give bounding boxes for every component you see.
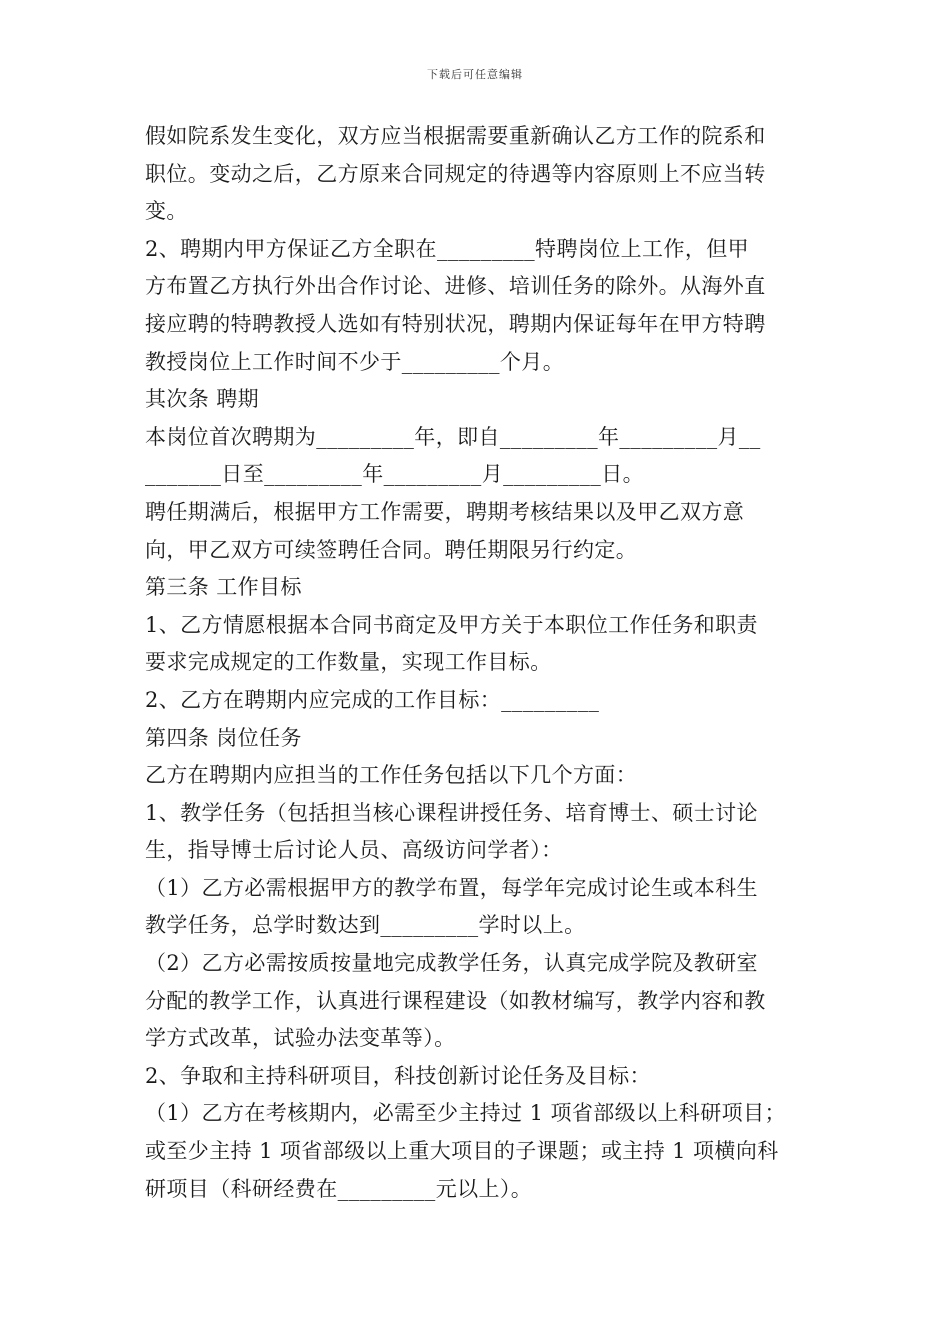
text-line: 向，甲乙双方可续签聘任合同。聘任期限另行约定。 xyxy=(145,537,638,562)
text-line: 研项目（科研经费在_________元以上）。 xyxy=(145,1176,533,1201)
section-heading: 其次条 聘期 xyxy=(145,387,260,412)
text-line: 分配的教学工作，认真进行课程建设（如教材编写，教学内容和教 xyxy=(145,988,766,1013)
text-line: 2、乙方在聘期内应完成的工作目标：_________ xyxy=(145,687,600,712)
text-line: 聘任期满后，根据甲方工作需要，聘期考核结果以及甲乙双方意 xyxy=(145,499,745,524)
page-header: 下载后可任意编辑 xyxy=(427,68,523,81)
text-line: （1）乙方必需根据甲方的教学布置，每学年完成讨论生或本科生 xyxy=(145,875,758,900)
text-line: 教学任务，总学时数达到_________学时以上。 xyxy=(145,913,586,938)
text-line: 1、教学任务（包括担当核心课程讲授任务、培育博士、硕士讨论 xyxy=(145,800,758,825)
text-line: 1、乙方情愿根据本合同书商定及甲方关于本职位工作任务和职责 xyxy=(145,612,758,637)
text-line: 职位。变动之后，乙方原来合同规定的待遇等内容原则上不应当转 xyxy=(145,161,766,186)
text-line: _______日至_________年_________月_________日。 xyxy=(145,462,644,487)
text-line: 本岗位首次聘期为_________年，即自_________年_________月__ xyxy=(145,424,761,449)
document-body xyxy=(145,118,815,1208)
section-heading: 第四条 岗位任务 xyxy=(145,725,302,750)
text-line: 假如院系发生变化，双方应当根据需要重新确认乙方工作的院系和 xyxy=(145,124,766,148)
text-line: 方布置乙方执行外出合作讨论、进修、培训任务的除外。从海外直 xyxy=(145,274,766,299)
text-line: 2、聘期内甲方保证乙方全职在_________特聘岗位上工作，但甲 xyxy=(145,236,750,261)
text-line: 要求完成规定的工作数量，实现工作目标。 xyxy=(145,650,552,675)
text-line: 生，指导博士后讨论人员、高级访问学者）： xyxy=(145,838,563,863)
text-line: 变。 xyxy=(145,199,188,224)
text-line: 2、争取和主持科研项目，科技创新讨论任务及目标： xyxy=(145,1063,651,1088)
text-line: 或至少主持 1 项省部级以上重大项目的子课题；或主持 1 项横向科 xyxy=(145,1139,779,1164)
section-heading: 第三条 工作目标 xyxy=(145,575,302,600)
text-line: 学方式改革，试验办法变革等）。 xyxy=(145,1026,456,1051)
text-line: 乙方在聘期内应担当的工作任务包括以下几个方面： xyxy=(145,763,638,788)
text-line: （1）乙方在考核期内，必需至少主持过 1 项省部级以上科研项目； xyxy=(145,1101,786,1126)
text-line: （2）乙方必需按质按量地完成教学任务，认真完成学院及教研室 xyxy=(145,951,758,976)
text-line: 教授岗位上工作时间不少于_________个月。 xyxy=(145,349,565,374)
text-line: 接应聘的特聘教授人选如有特别状况，聘期内保证每年在甲方特聘 xyxy=(145,311,766,336)
